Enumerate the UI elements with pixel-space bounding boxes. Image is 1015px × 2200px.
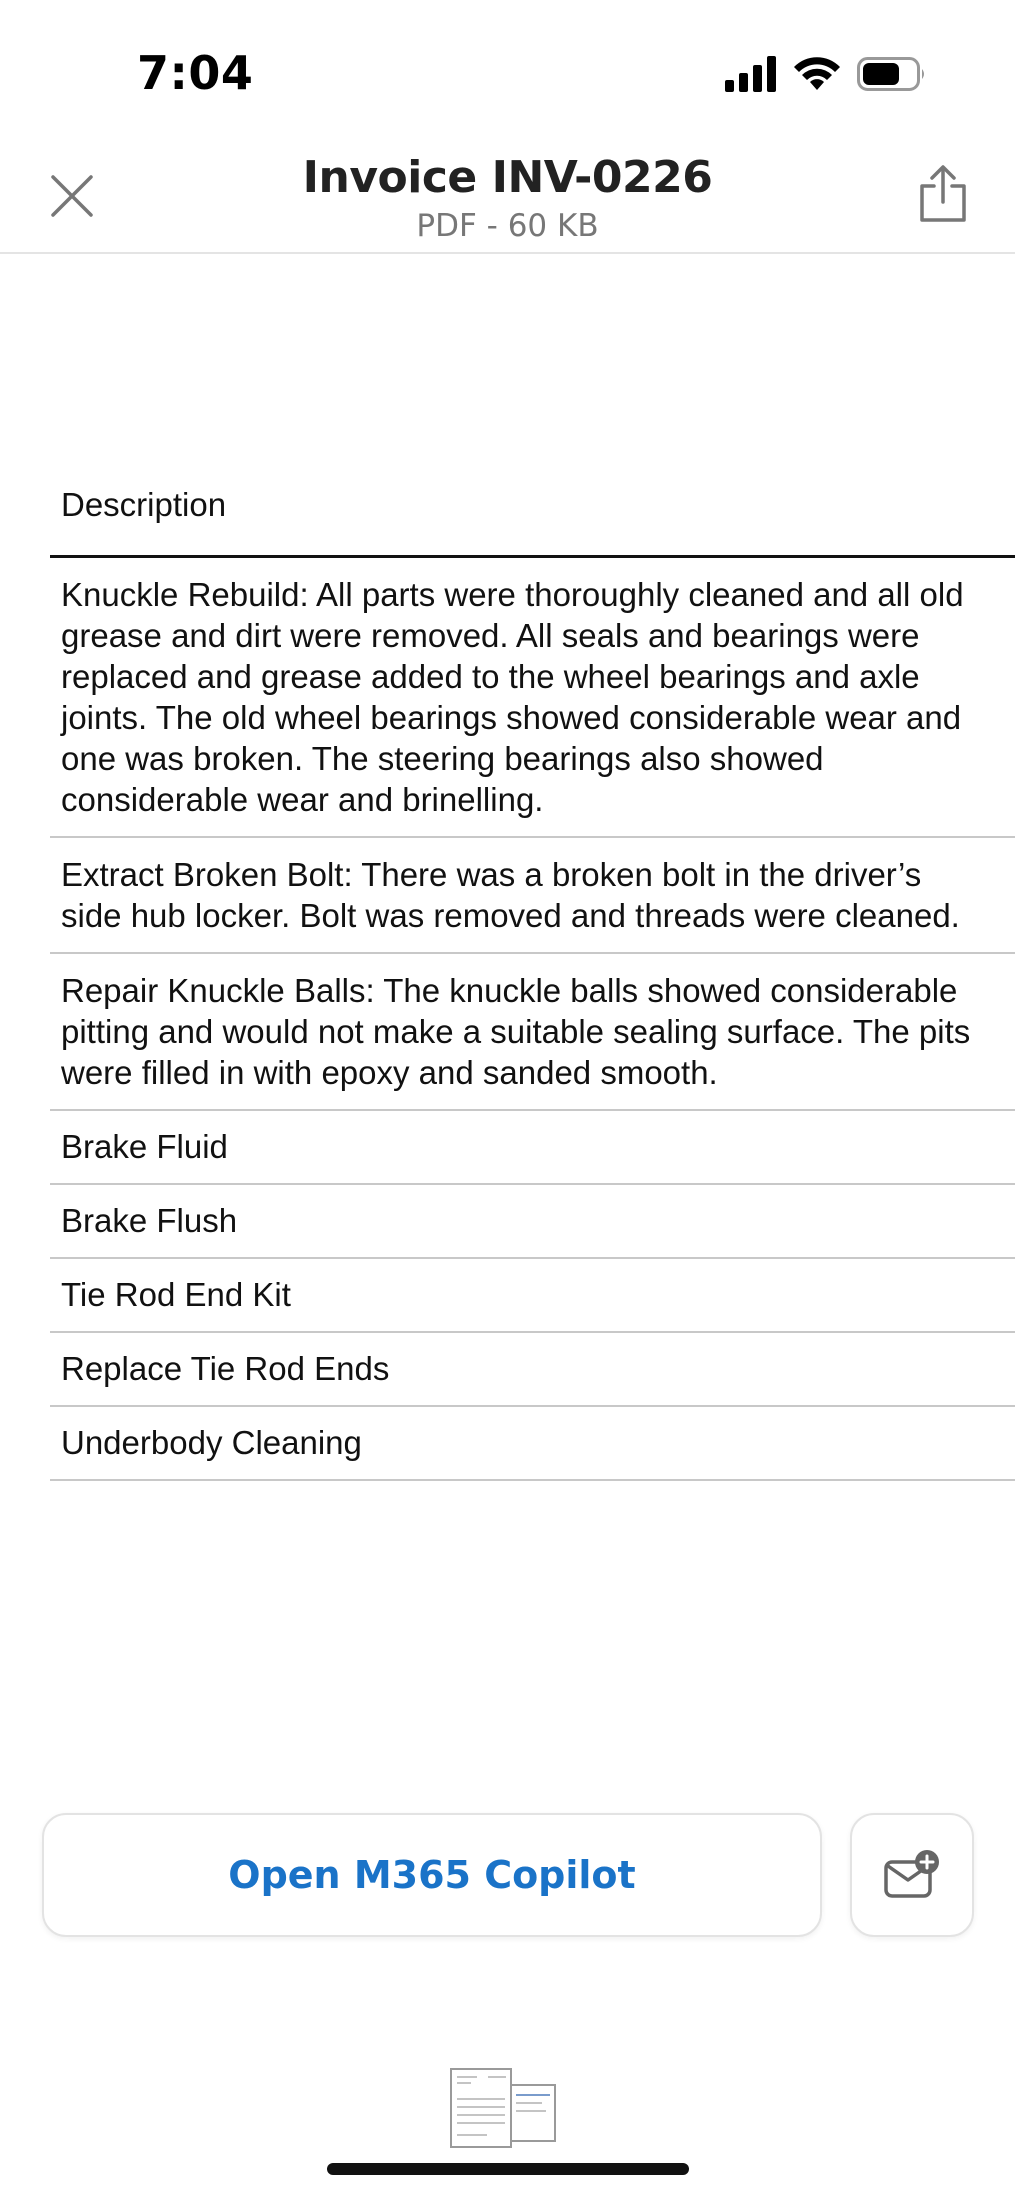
column-header-description: Description [50,486,1015,558]
file-info: PDF - 60 KB [416,208,599,244]
mail-add-icon [883,1848,941,1902]
page-thumbnails[interactable] [450,2068,560,2148]
table-row: Tie Rod End Kit [50,1259,1015,1333]
status-time: 7:04 [137,46,254,100]
table-row: Extract Broken Bolt: There was a broken bolt in the driver’s side hub locker. Bolt was removed and threads were cleaned. [50,838,1015,954]
compose-mail-button[interactable] [850,1813,974,1937]
page-title: Invoice INV-0226 [302,152,713,203]
open-copilot-button[interactable]: Open M365 Copilot [42,1813,822,1937]
table-row: Brake Fluid [50,1111,1015,1185]
page-thumbnail[interactable] [510,2084,556,2142]
header-divider [0,252,1015,254]
table-row: Replace Tie Rod Ends [50,1333,1015,1407]
table-row: Knuckle Rebuild: All parts were thoroughly cleaned and all old grease and dirt were removed. All seals and bearings were replaced and grease added to the wheel bearings and axle joints. The old wheel bearings showed considerable wear and one was broken. The steering bearings also showed considerable wear and brinelling. [50,558,1015,838]
table-row: Brake Flush [50,1185,1015,1259]
battery-icon [857,57,927,91]
signal-icon [725,56,777,92]
preview-header [0,140,1015,254]
wifi-icon [793,56,841,92]
table-row: Repair Knuckle Balls: The knuckle balls showed considerable pitting and would not make a suitable sealing surface. The pits were filled in with epoxy and sanded smooth. [50,954,1015,1111]
home-indicator [327,2163,689,2175]
share-icon[interactable] [916,164,970,224]
page-thumbnail[interactable] [450,2068,512,2148]
status-icons [725,52,927,96]
document-table [50,486,1015,1481]
table-row: Underbody Cleaning [50,1407,1015,1481]
